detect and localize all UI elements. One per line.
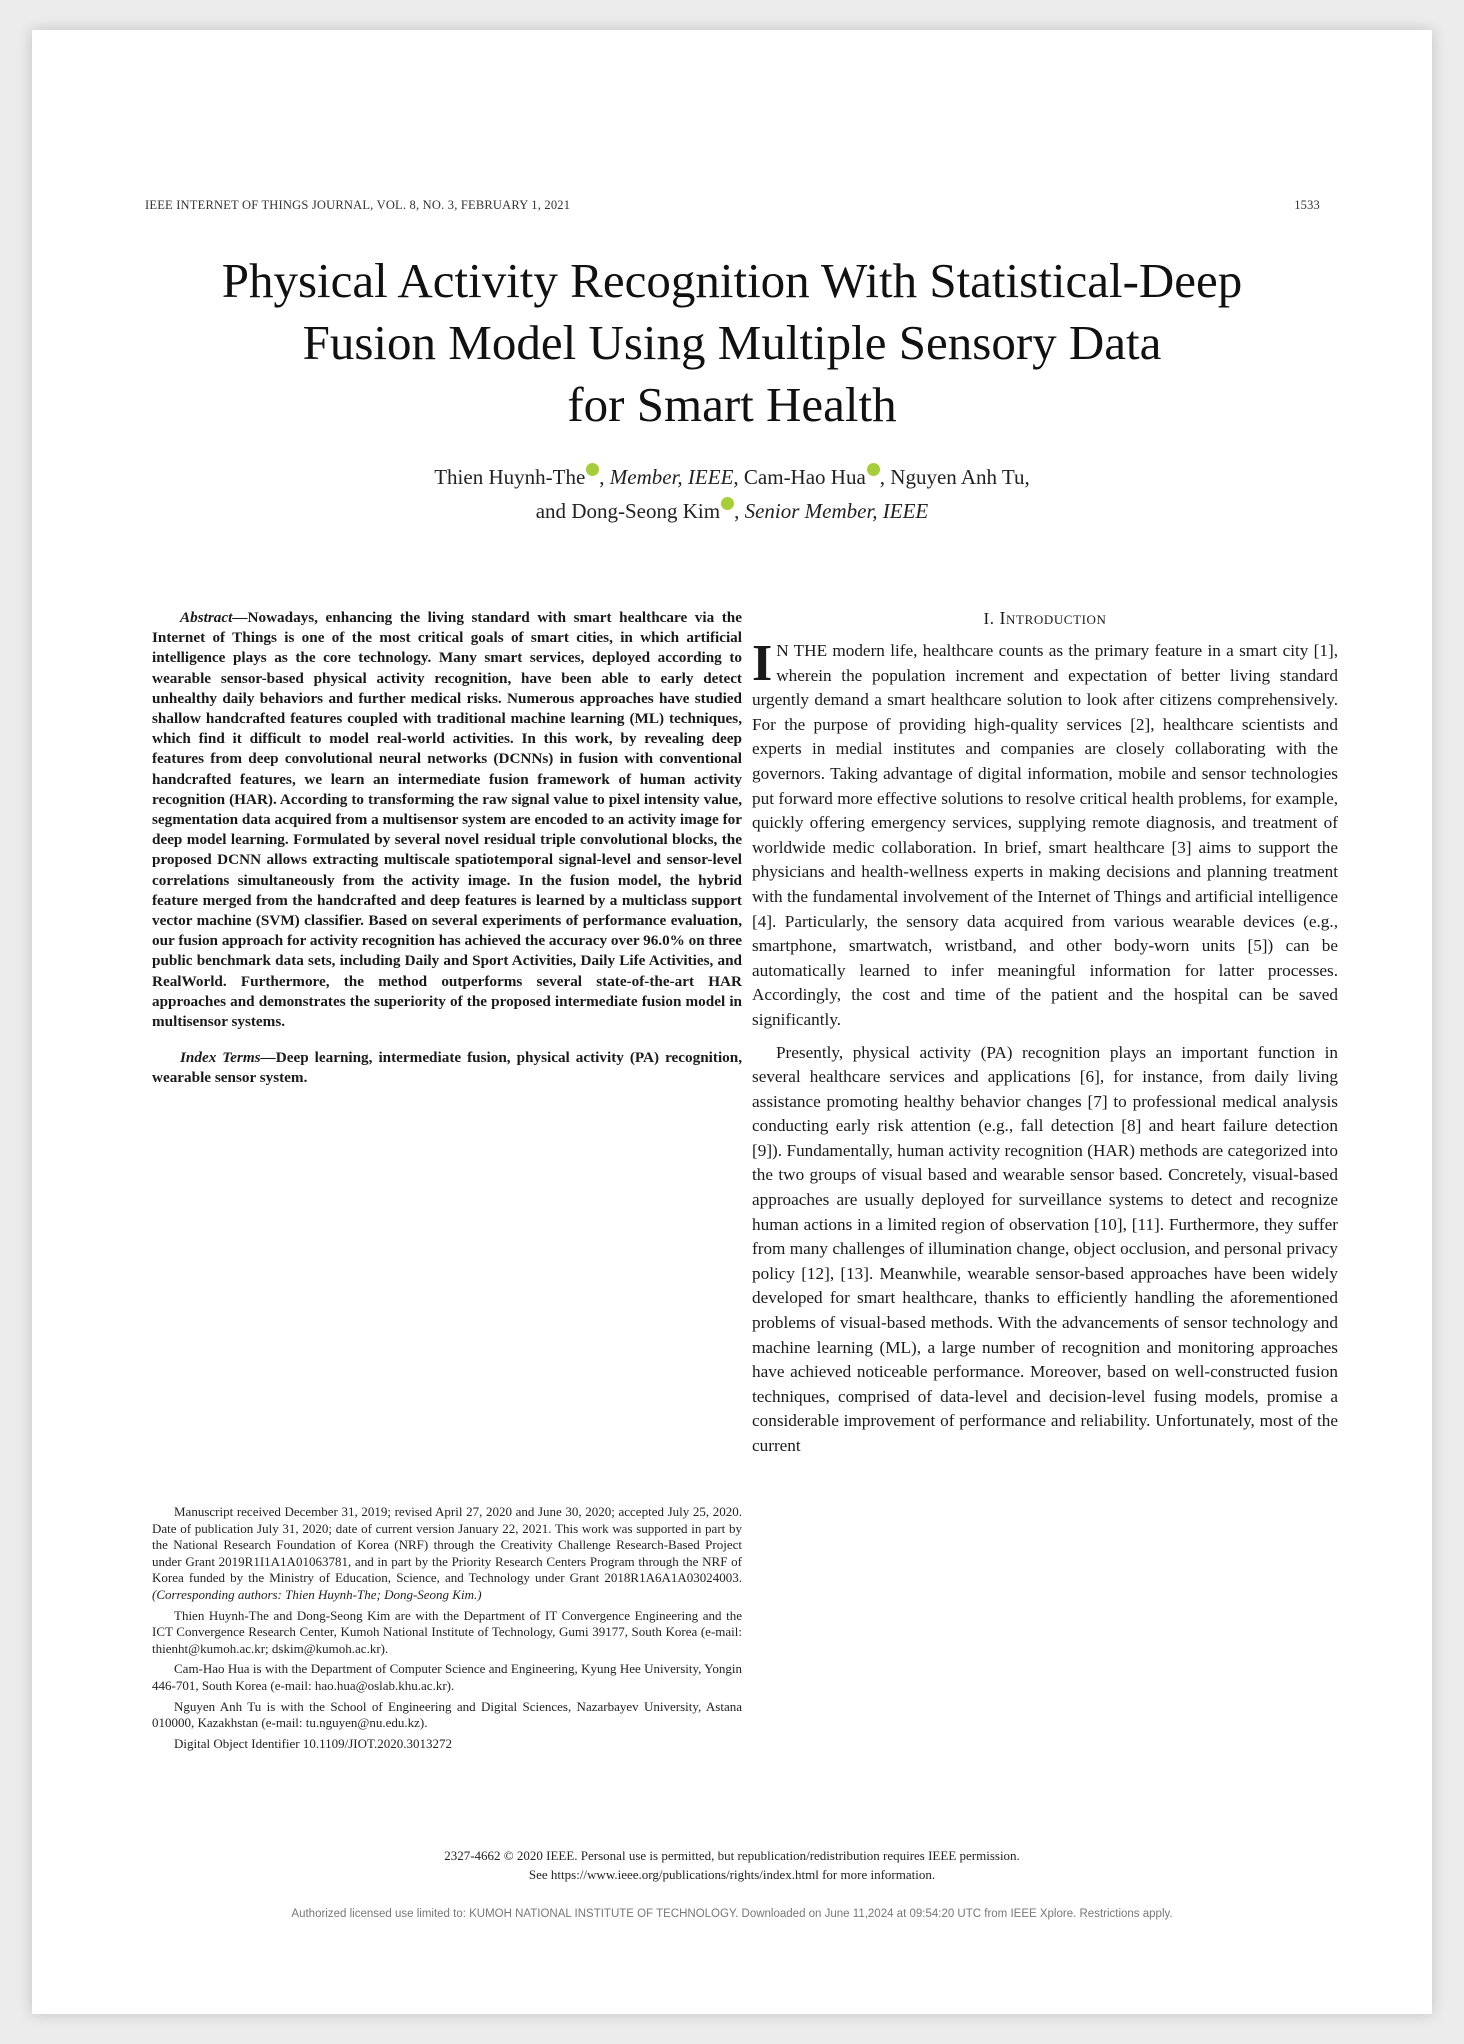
abstract [152, 608, 742, 1032]
index-terms-label: Index Terms— [180, 1049, 276, 1067]
abstract-label: Abstract— [180, 609, 248, 626]
affiliation-1: Thien Huynh-The and Dong-Seong Kim are with the Department of IT Convergence Engineering and the ICT Convergence Research Center, Kumoh National Institute of Technology, Gumi 39177, South Korea (e-mail: thienht@kumoh.ac.kr; dskim@kumoh.ac.kr). [152, 1607, 742, 1656]
drop-cap: I [752, 635, 773, 692]
author-line-2: and Dong-Seong Kim , Senior Member, IEEE [535, 499, 929, 523]
index-terms-text: Deep learning, intermediate fusion, physical activity (PA) recognition, wearable sensor system. [152, 1049, 743, 1087]
author-name: Nguyen Anh Tu, [890, 465, 1030, 489]
index-terms [152, 1048, 742, 1088]
paper-title [122, 250, 1342, 436]
running-header [145, 198, 1320, 213]
author-name: Thien Huynh-The [434, 465, 586, 489]
copyright-notice [122, 1846, 1342, 1884]
intro-paragraph-2: Presently, physical activity (PA) recognition plays an important function in several healthcare services and applications [6], for instance, from daily living assistance promoting healthy behavior changes [7] to professional medical analysis conducting early risk attention (e.g., fall detection [8] and heart failure detection [9]). Fundamentally, human activity recognition (HAR) methods are categorized into the two groups of visual based and wearable sensor based. Concretely, visual-based approaches are usually deployed for surveillance systems to detect and recognize human actions in a limited region of observation [10], [11]. Furthermore, they suffer from many challenges of illumination change, object occlusion, and personal privacy policy [12], [13]. Meanwhile, wearable sensor-based approaches have been widely developed for smart healthcare, thanks to efficiently handling the aforementioned problems of visual-based methods. With the advancements of sensor technology and machine learning (ML), a large number of recognition and monitoring approaches have achieved noticeable performance. Moreover, based on well-constructed fusion techniques, comprised of data-level and decision-level fusing models, promise a considerable improvement of performance and reliability. Unfortunately, most of the current [752, 1042, 1338, 1455]
journal-name: IEEE INTERNET OF THINGS JOURNAL, VOL. 8, NO. 3, FEBRUARY 1, 2021 [145, 198, 571, 212]
title-line-3: for Smart Health [567, 377, 897, 432]
orcid-icon[interactable] [867, 463, 880, 476]
section-heading [752, 608, 1338, 629]
copyright-line-2: See https://www.ieee.org/publications/rights/index.html for more information. [528, 1867, 936, 1882]
right-column [752, 608, 1338, 1459]
orcid-icon[interactable] [721, 497, 734, 510]
author-conjunction: and [535, 499, 567, 523]
footnotes [152, 1504, 742, 1756]
section-title: Introduction [999, 608, 1107, 628]
title-line-2: Fusion Model Using Multiple Sensory Data [302, 315, 1162, 370]
manuscript-note [152, 1504, 742, 1604]
left-column [152, 608, 742, 1089]
manuscript-text: Manuscript received December 31, 2019; revised April 27, 2020 and June 30, 2020; accepted July 25, 2020. Date of publication July 31, 2020; date of current version January 22, 2021. This work was supported in part by the National Research Foundation of Korea (NRF) through the Creativity Challenge Research-Based Project under Grant 2019R1I1A1A01063781, and in part by the Priority Research Centers Program through the NRF of Korea funded by the Ministry of Education, Science, and Technology under Grant 2018R1A6A1A03024003. [152, 1504, 742, 1586]
author-role: Senior Member, IEEE [744, 499, 929, 523]
author-line-1: Thien Huynh-The , Member, IEEE, Cam-Hao Hua , Nguyen Anh Tu, [434, 465, 1030, 489]
corresponding-authors: (Corresponding authors: Thien Huynh-The; Dong-Seong Kim.) [152, 1586, 482, 1602]
abstract-text: Nowadays, enhancing the living standard with smart healthcare via the Internet of Things is one of the most critical goals of smart cities, in which artificial intelligence plays as the core technology. Many smart services, deployed according to wearable sensor-based physical activity recognition, have been able to early detect unhealthy daily behaviors and further medical risks. Numerous approaches have studied shallow handcrafted features coupled with traditional machine learning (ML) techniques, which find it difficult to model real-world activities. In this work, by revealing deep features from deep convolutional neural networks (DCNNs) in fusion with conventional handcrafted features, we learn an intermediate fusion framework of human activity recognition (HAR). According to transforming the raw signal value to pixel intensity value, segmentation data acquired from a multisensor system are encoded to an activity image for deep model learning. Formulated by several novel residual triple convolutional blocks, the proposed DCNN allows extracting multiscale spatiotemporal signal-level and sensor-level correlations simultaneously from the activity image. In the fusion model, the hybrid feature merged from the handcrafted and deep features is learned by a multiclass support vector machine (SVM) classifier. Based on several experiments of performance evaluation, our fusion approach for activity recognition has achieved the accuracy over 96.0% on three public benchmark data sets, including Daily and Sport Activities, Daily Life Activities, and RealWorld. Furthermore, the method outperforms several state-of-the-art HAR approaches and demonstrates the superiority of the proposed intermediate fusion model in multisensor systems. [152, 609, 742, 1031]
author-name: Dong-Seong Kim [571, 499, 721, 523]
license-notice: Authorized licensed use limited to: KUMOH NATIONAL INSTITUTE OF TECHNOLOGY. Downloaded on June 11,2024 at 09:54:20 UTC from IEEE Xplore. Restrictions apply. [291, 1908, 1173, 1920]
paper-page [32, 30, 1432, 2014]
paragraph-text: N THE modern life, healthcare counts as the primary feature in a smart city [1], wherein the population increment and expectation of better living standard urgently demand a smart healthcare solution to look after citizens comprehensively. For the purpose of providing high-quality services [2], healthcare scientists and experts in medial institutes and companies are closely collaborating with the governors. Taking advantage of digital information, mobile and sensor technologies put forward more effective solutions to resolve critical health problems, for example, quickly offering emergency services, supplying remote diagnosis, and treatment of worldwide medic collaboration. In brief, smart healthcare [3] aims to support the physicians and health-wellness experts in making decisions and planning treatment with the fundamental involvement of the Internet of Things and artificial intelligence [4]. Particularly, the sensory data acquired from various wearable devices (e.g., smartphone, smartwatch, wristband, and other body-worn units [5]) can be automatically learned to infer meaningful information for latter processes. Accordingly, the cost and time of the patient and the hospital can be saved significantly. [752, 641, 1338, 1029]
intro-paragraph-1 [752, 635, 1338, 1033]
doi: Digital Object Identifier 10.1109/JIOT.2020.3013272 [174, 1735, 453, 1751]
author-list [122, 460, 1342, 528]
orcid-icon[interactable] [586, 463, 599, 476]
affiliation-3: Nguyen Anh Tu is with the School of Engineering and Digital Sciences, Nazarbayev University, Astana 010000, Kazakhstan (e-mail: tu.nguyen@nu.edu.kz). [152, 1698, 742, 1731]
page-number: 1533 [1294, 198, 1320, 212]
affiliation-2: Cam-Hao Hua is with the Department of Computer Science and Engineering, Kyung Hee University, Yongin 446-701, South Korea (e-mail: hao.hua@oslab.khu.ac.kr). [152, 1661, 742, 1693]
author-role: Member, IEEE [609, 465, 734, 489]
section-number: I. [983, 609, 995, 628]
copyright-line-1: 2327-4662 © 2020 IEEE. Personal use is permitted, but republication/redistribution requires IEEE permission. [444, 1848, 1020, 1863]
author-name: Cam-Hao Hua [743, 465, 866, 489]
title-line-1: Physical Activity Recognition With Statistical-Deep [221, 253, 1243, 308]
